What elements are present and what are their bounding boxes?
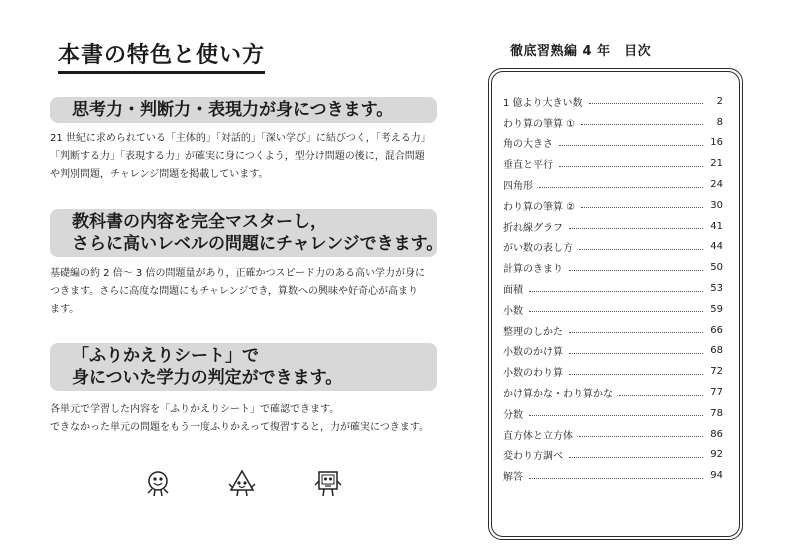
toc-leader-dots (569, 269, 703, 271)
toc-item-page: 72 (710, 366, 723, 378)
page-title: 本書の特色と使い方 (58, 38, 265, 74)
toc-item-label: 四角形 (503, 181, 533, 193)
feature-heading-3 (50, 343, 437, 391)
toc-item (503, 320, 723, 341)
toc-item-label: 直方体と立方体 (503, 430, 573, 442)
toc-leader-dots (569, 331, 703, 333)
toc-item-page: 68 (710, 345, 723, 357)
toc-leader-dots (579, 435, 703, 437)
square-mascot-icon (313, 468, 343, 498)
feature-body-line: 各単元で学習した内容を「ふりかえりシート」で確認できます。 (50, 404, 340, 415)
toc-item-label: 小数のわり算 (503, 368, 563, 380)
toc-leader-dots (619, 394, 703, 396)
toc-item (503, 465, 723, 486)
mascot-row (0, 468, 440, 498)
circle-mascot-icon (143, 468, 173, 498)
toc-item-label: 変わり方調べ (503, 451, 563, 463)
toc-item-label: 解答 (503, 472, 523, 484)
toc-item-page: 77 (710, 387, 723, 399)
toc-item (503, 237, 723, 258)
toc-leader-dots (569, 227, 703, 229)
feature-body-1 (50, 130, 450, 184)
toc-item (503, 174, 723, 195)
toc-item-page: 50 (710, 262, 723, 274)
feature-body-3 (50, 401, 450, 437)
toc-item-page: 44 (710, 241, 723, 253)
toc-item-label: わり算の筆算 ② (503, 201, 576, 213)
toc-item (503, 195, 723, 216)
feature-body-line: 「判断する力」「表現する力」が確実に身につくよう，型分け問題の後に，混合問題 (50, 151, 425, 162)
toc-item-label: 計算のきまり (503, 264, 563, 276)
toc-leader-dots (529, 310, 703, 312)
toc-item (503, 403, 723, 424)
toc-title: 徹底習熟編 4 年 目次 (510, 44, 652, 59)
toc-leader-dots (581, 123, 703, 125)
toc-item-label: わり算の筆算 ① (503, 118, 576, 130)
toc-item-page: 59 (710, 303, 723, 315)
toc-item-page: 86 (710, 428, 723, 440)
toc-item-page: 16 (710, 137, 723, 149)
toc-item-page: 24 (710, 179, 723, 191)
toc-leader-dots (569, 352, 703, 354)
toc-item-label: 小数のかけ算 (503, 347, 563, 359)
toc-item (503, 278, 723, 299)
feature-heading-line: 身についた学力の判定ができます。 (72, 368, 343, 388)
toc-item (503, 445, 723, 466)
toc-item-page: 92 (710, 449, 723, 461)
toc-leader-dots (569, 456, 703, 458)
feature-heading-line: 「ふりかえりシート」で (72, 346, 259, 366)
toc-item-page: 21 (710, 158, 723, 170)
feature-heading-line: 教科書の内容を完全マスターし， (72, 212, 327, 232)
toc-leader-dots (529, 414, 703, 416)
toc-leader-dots (579, 248, 703, 250)
toc-item-page: 41 (710, 220, 723, 232)
toc-item (503, 382, 723, 403)
toc-item-page: 53 (710, 283, 723, 295)
toc-item-label: 整理のしかた (503, 326, 563, 338)
toc-item-page: 2 (716, 95, 723, 107)
toc-list (503, 91, 723, 486)
toc-leader-dots (539, 186, 703, 188)
toc-leader-dots (581, 206, 703, 208)
toc-item-label: 1 億より大きい数 (503, 97, 583, 109)
toc-leader-dots (559, 165, 703, 167)
toc-item-page: 78 (710, 407, 723, 419)
feature-body-line: 基礎編の約 2 倍～ 3 倍の問題量があり，正確かつスピード力のある高い学力が身に (50, 268, 426, 279)
feature-body-line: つきます。さらに高度な問題にもチャレンジでき，算数への興味や好奇心が高まり (50, 286, 418, 297)
toc-leader-dots (569, 373, 703, 375)
toc-item (503, 216, 723, 237)
toc-item (503, 91, 723, 112)
toc-item (503, 153, 723, 174)
feature-body-line: できなかった単元の問題をもう一度ふりかえって復習すると，力が確実につきます。 (50, 422, 429, 433)
toc-leader-dots (529, 477, 703, 479)
toc-item-label: 角の大きさ (503, 139, 553, 151)
toc-item (503, 361, 723, 382)
toc-item-label: 面積 (503, 285, 523, 297)
toc-item (503, 299, 723, 320)
feature-body-line: 21 世紀に求められている「主体的」「対話的」「深い学び」に結びつく，「考える力」 (50, 133, 431, 144)
toc-item-label: 折れ線グラフ (503, 222, 563, 234)
toc-leader-dots (559, 144, 703, 146)
feature-heading-line: 思考力・判断力・表現力が身につきます。 (72, 100, 394, 120)
toc-item-page: 8 (716, 116, 723, 128)
toc-item-page: 66 (710, 324, 723, 336)
feature-body-line: ます。 (50, 304, 80, 315)
toc-item-label: 垂直と平行 (503, 160, 553, 172)
toc-item-label: 分数 (503, 409, 523, 421)
toc-item (503, 424, 723, 445)
triangle-mascot-icon (227, 468, 257, 498)
toc-item (503, 112, 723, 133)
toc-item (503, 257, 723, 278)
toc-item-label: 小数 (503, 305, 523, 317)
feature-body-2 (50, 265, 450, 319)
toc-item-label: がい数の表し方 (503, 243, 573, 255)
toc-item-page: 94 (710, 470, 723, 482)
toc-item-label: かけ算かな・わり算かな (503, 389, 613, 401)
toc-leader-dots (589, 102, 703, 104)
feature-heading-line: さらに高いレベルの問題にチャレンジできます。 (72, 234, 444, 254)
feature-heading-2 (50, 209, 444, 257)
toc-item (503, 341, 723, 362)
feature-body-line: や判別問題，チャレンジ問題を掲載しています。 (50, 169, 269, 180)
toc-item-page: 30 (710, 199, 723, 211)
feature-heading-1 (50, 97, 437, 123)
toc-leader-dots (529, 290, 703, 292)
toc-item (503, 133, 723, 154)
